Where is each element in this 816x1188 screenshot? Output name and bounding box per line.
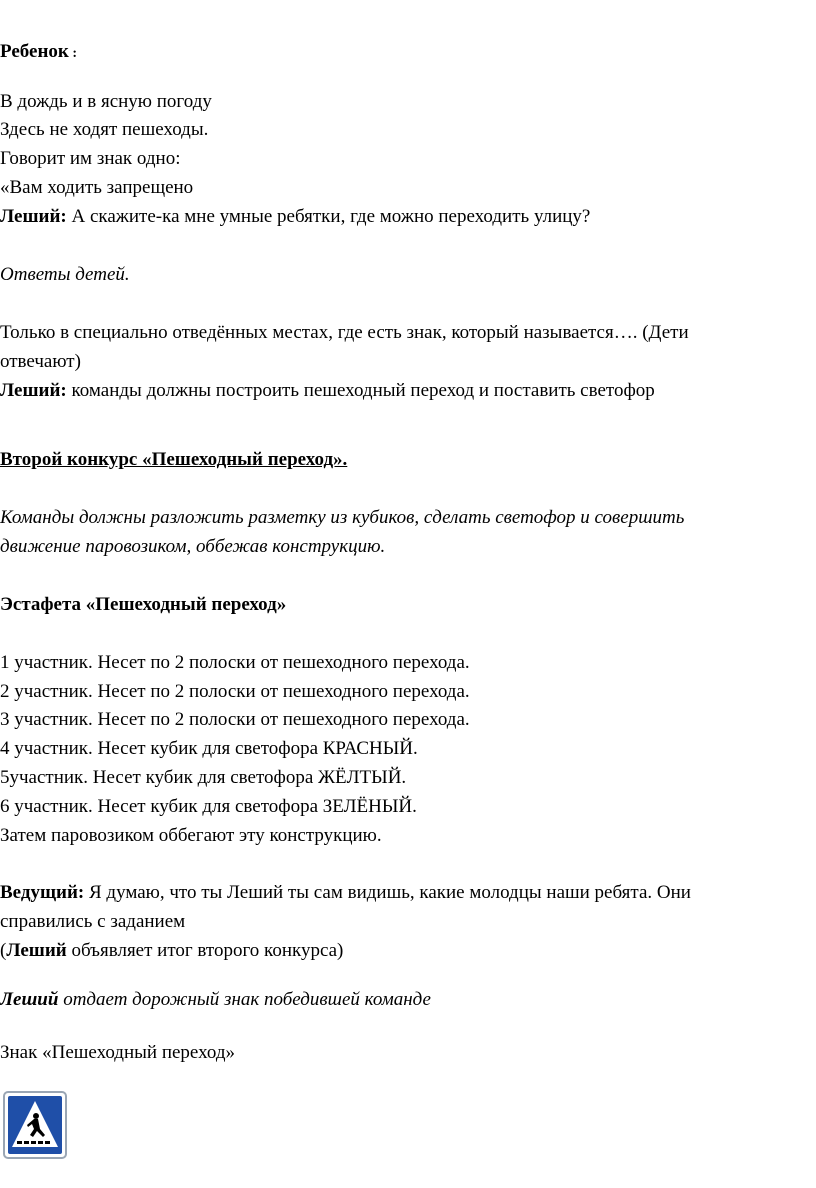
host-paren-text: объявляет итог второго конкурса) (66, 940, 344, 961)
poem-line-4: «Вам ходить запрещено (0, 177, 194, 198)
relay-item: 6 участник. Несет кубик для светофора ЗЕЛЁНЫЙ. (0, 796, 417, 817)
speaker-name: Ребенок (0, 41, 69, 62)
answer-line-1: Только в специально отведённых местах, где есть знак, который называется…. (Дети (0, 322, 689, 343)
relay-title: Эстафета «Пешеходный переход» (0, 594, 287, 615)
pedestrian-crossing-sign-icon (3, 1091, 67, 1159)
leshy-question (0, 205, 590, 229)
poem-line-2: Здесь не ходят пешеходы. (0, 119, 209, 140)
relay-item: 2 участник. Несет по 2 полоски от пешеходного перехода. (0, 681, 470, 702)
speaker-child (0, 40, 77, 66)
host-line-1 (0, 881, 691, 905)
relay-item: Затем паровозиком оббегают эту конструкцию. (0, 825, 382, 846)
contest2-desc-line-1: Команды должны разложить разметку из кубиков, сделать светофор и совершить (0, 507, 685, 528)
host-line-2: справились с заданием (0, 911, 186, 932)
poem-line-3: Говорит им знак одно: (0, 148, 181, 169)
leshy-gives-text: отдает дорожный знак победившей команде (58, 989, 431, 1010)
answer-line-2: отвечают) (0, 351, 81, 372)
speaker-name: Леший: (0, 206, 67, 227)
leshy-gives-sign (0, 988, 431, 1012)
relay-item: 4 участник. Несет кубик для светофора КРАСНЫЙ. (0, 738, 418, 759)
poem-line-1: В дождь и в ясную погоду (0, 91, 212, 112)
paren-open: ( (0, 940, 7, 961)
relay-item: 1 участник. Несет по 2 полоски от пешеходного перехода. (0, 652, 470, 673)
answers-note: Ответы детей. (0, 264, 130, 285)
host-line-3 (0, 939, 343, 963)
speaker-colon: : (68, 46, 78, 61)
speaker-name: Леший: (0, 380, 67, 401)
leshy-command-text: команды должны построить пешеходный переход и поставить светофор (66, 380, 655, 401)
speaker-name: Ведущий: (0, 882, 85, 903)
contest2-desc-line-2: движение паровозиком, оббежав конструкцию. (0, 536, 386, 557)
leshy-command (0, 379, 655, 403)
leshy-question-text: А скажите-ка мне умные ребятки, где можно переходить улицу? (66, 206, 591, 227)
host-text: Я думаю, что ты Леший ты сам видишь, какие молодцы наши ребята. Они (84, 882, 691, 903)
relay-item: 5участник. Несет кубик для светофора ЖЁЛТЫЙ. (0, 767, 407, 788)
speaker-name: Леший (6, 940, 67, 961)
speaker-name: Леший (0, 989, 59, 1010)
contest2-title: Второй конкурс «Пешеходный переход». (0, 449, 348, 470)
relay-item: 3 участник. Несет по 2 полоски от пешеходного перехода. (0, 709, 470, 730)
sign-caption: Знак «Пешеходный переход» (0, 1042, 235, 1063)
